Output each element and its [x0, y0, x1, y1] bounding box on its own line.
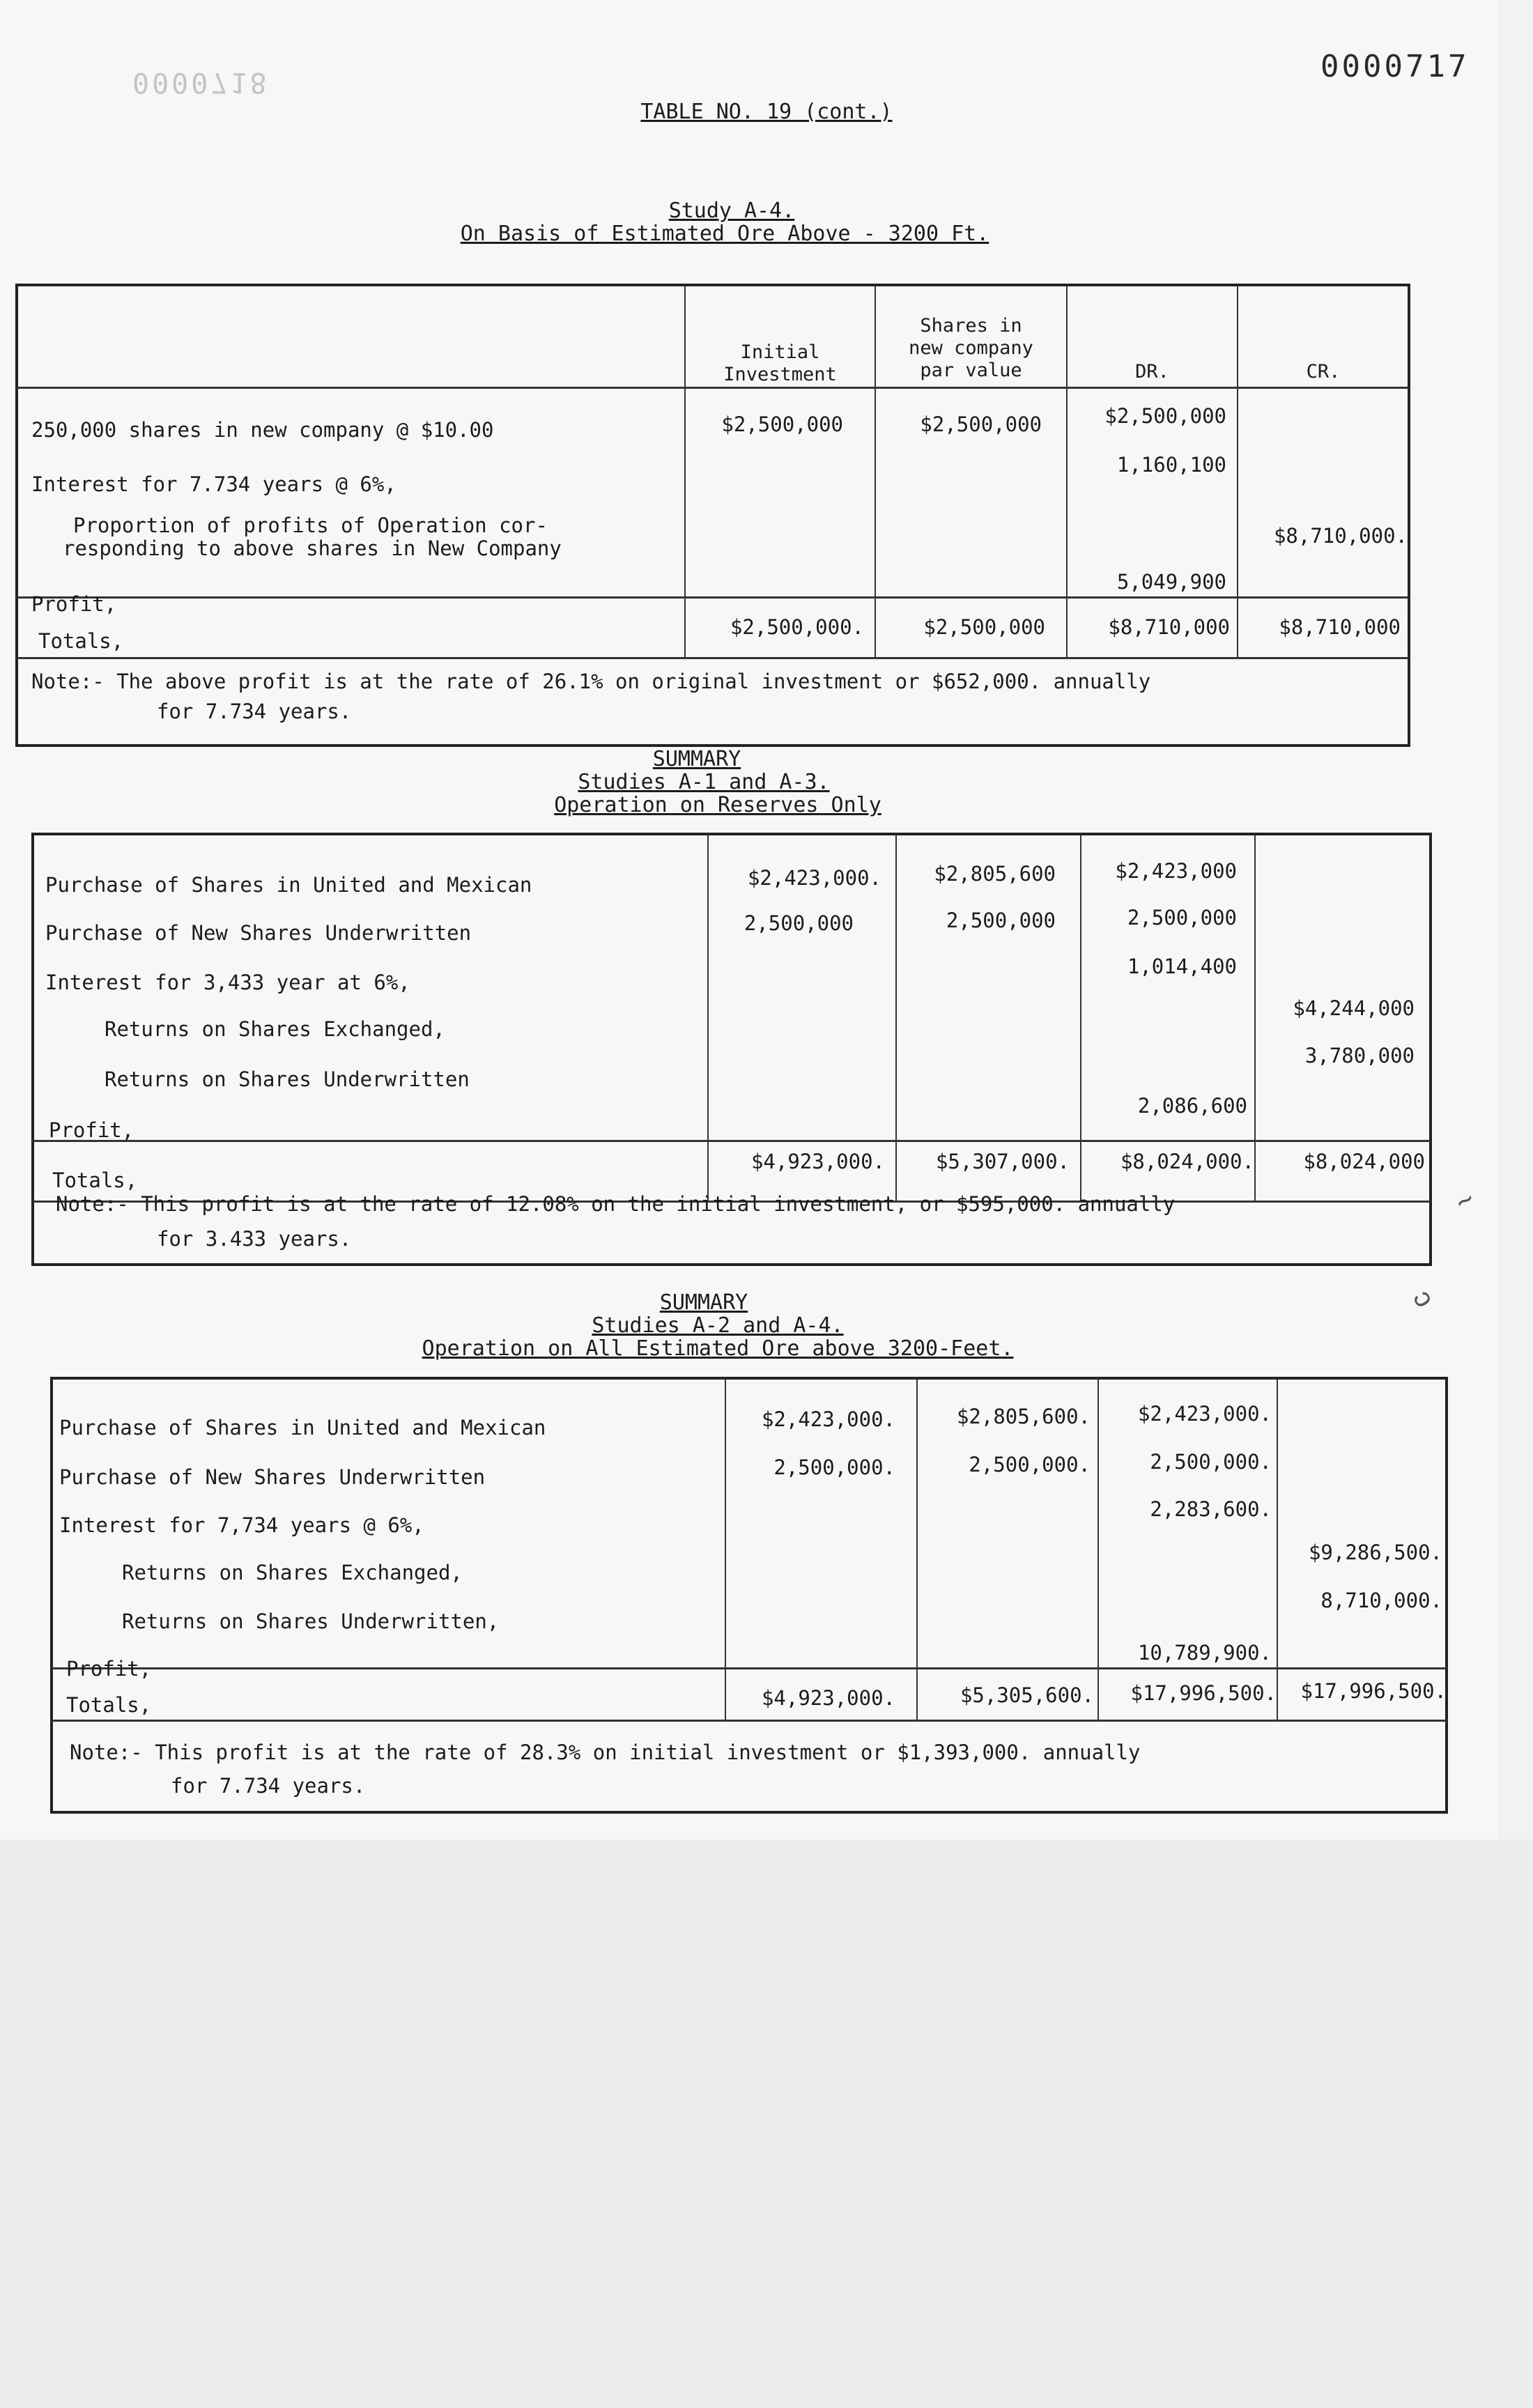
cell-shares: 2,500,000 — [946, 909, 1056, 932]
column-divider — [895, 834, 897, 1202]
row-label: responding to above shares in New Company — [63, 537, 562, 560]
column-divider — [707, 834, 709, 1202]
total-shares: $5,307,000. — [935, 1150, 1070, 1173]
column-divider — [684, 285, 686, 658]
cell-dr: 1,160,100 — [1116, 453, 1226, 477]
header-initial-investment: Initial Investment — [723, 341, 837, 385]
summary-subtitle: Operation on All Estimated Ore above 3200-Feet. — [422, 1336, 1014, 1361]
total-dr: $8,024,000. — [1120, 1150, 1254, 1173]
totals-rule — [33, 1140, 1431, 1142]
cell-dr: 2,500,000. — [1150, 1450, 1272, 1474]
total-initial: $4,923,000. — [761, 1686, 895, 1710]
cell-dr: 2,283,600. — [1150, 1497, 1272, 1521]
column-divider — [1237, 285, 1238, 658]
summary-subtitle: Studies A-2 and A-4. — [592, 1313, 844, 1338]
cell-initial: 2,500,000. — [773, 1456, 895, 1479]
row-label: 250,000 shares in new company @ $10.00 — [31, 418, 494, 442]
summary-subtitle: Studies A-1 and A-3. — [578, 770, 830, 794]
cell-dr: 2,500,000 — [1127, 906, 1237, 929]
row-label: Purchase of New Shares Underwritten — [45, 921, 472, 945]
totals-label: Totals, — [52, 1168, 138, 1192]
cell-dr: 10,789,900. — [1137, 1641, 1272, 1665]
cell-initial: $2,500,000 — [721, 412, 843, 436]
header-rule — [17, 387, 1409, 389]
bleed-through-stamp: 0000718 — [132, 66, 270, 98]
margin-pencil-mark: ~ — [1449, 1182, 1480, 1219]
totals-rule — [52, 1667, 1447, 1669]
margin-pencil-mark: ↄ — [1405, 1283, 1442, 1314]
note-line: for 7.734 years. — [171, 1774, 366, 1798]
total-shares: $5,305,600. — [960, 1683, 1094, 1707]
header-shares-par-value: Shares in new company par value — [909, 315, 1033, 381]
summary-title: SUMMARY — [652, 747, 741, 771]
note-line: Note:- This profit is at the rate of 12.08% on the initial investment, or $595,000. annually — [56, 1192, 1176, 1216]
column-divider — [916, 1378, 918, 1721]
cell-cr: $4,244,000 — [1293, 996, 1415, 1020]
total-initial: $4,923,000. — [750, 1150, 885, 1173]
cell-cr: $9,286,500. — [1308, 1541, 1442, 1564]
row-label: Returns on Shares Exchanged, — [122, 1561, 463, 1584]
cell-cr: 8,710,000. — [1320, 1589, 1442, 1612]
column-divider — [1080, 834, 1081, 1202]
total-cr: $8,710,000 — [1279, 615, 1401, 639]
column-divider — [1097, 1378, 1099, 1721]
header-dr: DR. — [1135, 361, 1169, 383]
row-label: Returns on Shares Underwritten — [105, 1067, 470, 1091]
cell-dr: 2,086,600 — [1137, 1094, 1247, 1118]
totals-label: Totals, — [38, 629, 124, 653]
cell-dr: 1,014,400 — [1127, 955, 1237, 978]
column-divider — [725, 1378, 726, 1721]
row-label: Interest for 7,734 years @ 6%, — [59, 1513, 424, 1537]
row-label: Purchase of Shares in United and Mexican — [45, 873, 532, 897]
cell-initial: $2,423,000. — [747, 866, 881, 890]
row-label: Purchase of Shares in United and Mexican — [59, 1416, 546, 1440]
cell-shares: $2,805,600. — [956, 1405, 1091, 1428]
cell-shares: $2,805,600 — [934, 862, 1056, 886]
note-line: for 7.734 years. — [157, 700, 352, 723]
row-label: Profit, — [49, 1118, 134, 1142]
cell-dr: $2,423,000 — [1115, 859, 1237, 883]
row-label: Purchase of New Shares Underwritten — [59, 1465, 486, 1489]
total-initial: $2,500,000. — [730, 615, 864, 639]
note-rule — [17, 657, 1409, 659]
note-line: Note:- The above profit is at the rate of 26.1% on original investment or $652,000. annually — [31, 670, 1151, 693]
cell-shares: 2,500,000. — [969, 1453, 1091, 1476]
row-label: Returns on Shares Underwritten, — [122, 1610, 500, 1633]
cell-dr: $2,500,000 — [1104, 404, 1226, 428]
study-title: Study A-4. — [668, 199, 795, 223]
blank-lower-area — [0, 1839, 1533, 2408]
page-number-stamp: 0000717 — [1320, 49, 1470, 84]
total-dr: $8,710,000 — [1108, 615, 1230, 639]
cell-dr: 5,049,900 — [1116, 570, 1226, 594]
totals-rule — [17, 596, 1409, 599]
row-label: Interest for 7.734 years @ 6%, — [31, 472, 396, 496]
cell-dr: $2,423,000. — [1137, 1402, 1272, 1426]
table-title: TABLE NO. 19 (cont.) — [640, 100, 893, 124]
row-label: Returns on Shares Exchanged, — [105, 1017, 445, 1041]
row-label: Profit, — [31, 592, 117, 616]
column-divider — [1066, 285, 1068, 658]
cell-shares: $2,500,000 — [920, 412, 1042, 436]
row-label: Profit, — [66, 1657, 152, 1681]
total-dr: $17,996,500. — [1130, 1681, 1277, 1705]
study-subtitle: On Basis of Estimated Ore Above - 3200 Ft. — [460, 222, 989, 246]
note-line: Note:- This profit is at the rate of 28.3% on initial investment or $1,393,000. annually — [70, 1741, 1141, 1764]
header-cr: CR. — [1306, 361, 1341, 383]
column-divider — [875, 285, 876, 658]
total-cr: $17,996,500. — [1300, 1679, 1447, 1703]
column-divider — [1277, 1378, 1278, 1721]
row-label: Proportion of profits of Operation cor- — [73, 514, 548, 537]
total-cr: $8,024,000 — [1303, 1150, 1425, 1173]
row-label: Interest for 3,433 year at 6%, — [45, 971, 410, 994]
cell-cr: 3,780,000 — [1304, 1044, 1415, 1067]
note-line: for 3.433 years. — [157, 1227, 352, 1251]
total-shares: $2,500,000 — [923, 615, 1045, 639]
summary-subtitle: Operation on Reserves Only — [554, 793, 881, 817]
cell-initial: 2,500,000 — [744, 911, 854, 935]
summary-title: SUMMARY — [659, 1290, 748, 1315]
cell-cr: $8,710,000. — [1273, 524, 1408, 548]
column-divider — [1254, 834, 1256, 1202]
note-rule — [52, 1720, 1447, 1722]
totals-label: Totals, — [66, 1693, 152, 1717]
cell-initial: $2,423,000. — [761, 1407, 895, 1431]
